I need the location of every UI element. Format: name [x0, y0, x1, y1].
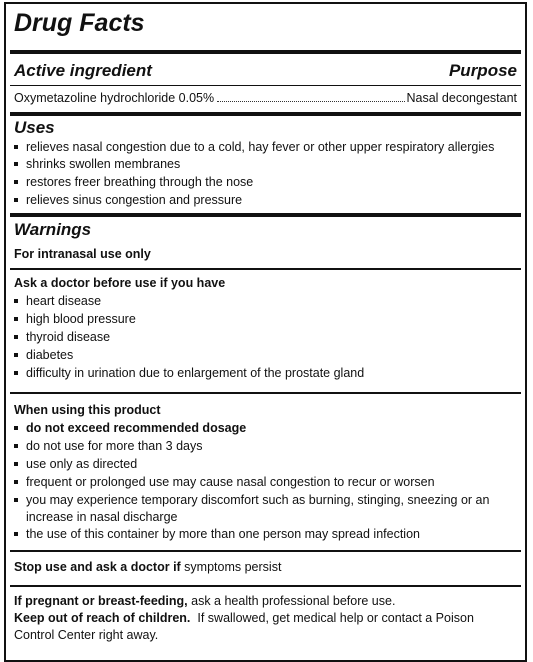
purpose-heading: Purpose	[448, 61, 517, 80]
children-label: Keep out of reach of children.	[14, 611, 191, 625]
stop-use-line	[14, 560, 281, 574]
when-using-item: the use of this container by more than one person may spread infection	[14, 527, 420, 541]
when-using-item-continuation: increase in nasal discharge	[26, 510, 178, 524]
divider	[10, 585, 521, 587]
divider	[10, 392, 521, 394]
uses-item: shrinks swollen membranes	[14, 157, 180, 171]
uses-heading: Uses	[14, 118, 55, 137]
ask-doctor-item: high blood pressure	[14, 312, 136, 326]
drug-facts-title: Drug Facts	[14, 9, 145, 37]
pregnant-label: If pregnant or breast-feeding,	[14, 594, 188, 608]
divider	[10, 268, 521, 270]
ask-doctor-item: heart disease	[14, 294, 101, 308]
ask-doctor-item: difficulty in urination due to enlargement of the prostate gland	[14, 366, 364, 380]
intranasal-note: For intranasal use only	[14, 247, 151, 261]
when-using-item: frequent or prolonged use may cause nasal congestion to recur or worsen	[14, 475, 435, 489]
uses-item: relieves sinus congestion and pressure	[14, 193, 242, 207]
dot-leader	[217, 101, 404, 102]
pregnant-line	[14, 594, 395, 608]
children-line	[14, 611, 474, 625]
active-ingredient-heading: Active ingredient	[14, 61, 152, 80]
divider	[10, 550, 521, 552]
divider	[10, 112, 521, 116]
children-text: If swallowed, get medical help or contact a Poison	[190, 611, 474, 625]
when-using-item: you may experience temporary discomfort such as burning, stinging, sneezing or an	[14, 493, 489, 507]
divider	[10, 85, 521, 86]
pregnant-text: ask a health professional before use.	[187, 594, 396, 608]
when-using-item: use only as directed	[14, 457, 137, 471]
ask-doctor-item: diabetes	[14, 348, 73, 362]
children-line-continuation: Control Center right away.	[14, 628, 159, 642]
uses-item: restores freer breathing through the nose	[14, 175, 253, 189]
ask-doctor-item: thyroid disease	[14, 330, 110, 344]
ingredient-purpose: Nasal decongestant	[406, 91, 517, 105]
when-using-item: do not use for more than 3 days	[14, 439, 203, 453]
warnings-heading: Warnings	[14, 220, 92, 239]
divider	[10, 50, 521, 54]
when-using-item: do not exceed recommended dosage	[14, 421, 246, 435]
uses-item: relieves nasal congestion due to a cold, hay fever or other upper respiratory allergies	[14, 140, 494, 154]
divider	[10, 213, 521, 217]
ask-doctor-heading: Ask a doctor before use if you have	[14, 276, 226, 290]
ingredient-name: Oxymetazoline hydrochloride 0.05%	[14, 91, 215, 105]
active-ingredient-row	[14, 91, 517, 105]
drug-facts-panel	[4, 2, 527, 662]
when-using-heading: When using this product	[14, 403, 161, 417]
stop-use-label: Stop use and ask a doctor if	[14, 560, 181, 574]
stop-use-text: symptoms persist	[180, 560, 282, 574]
